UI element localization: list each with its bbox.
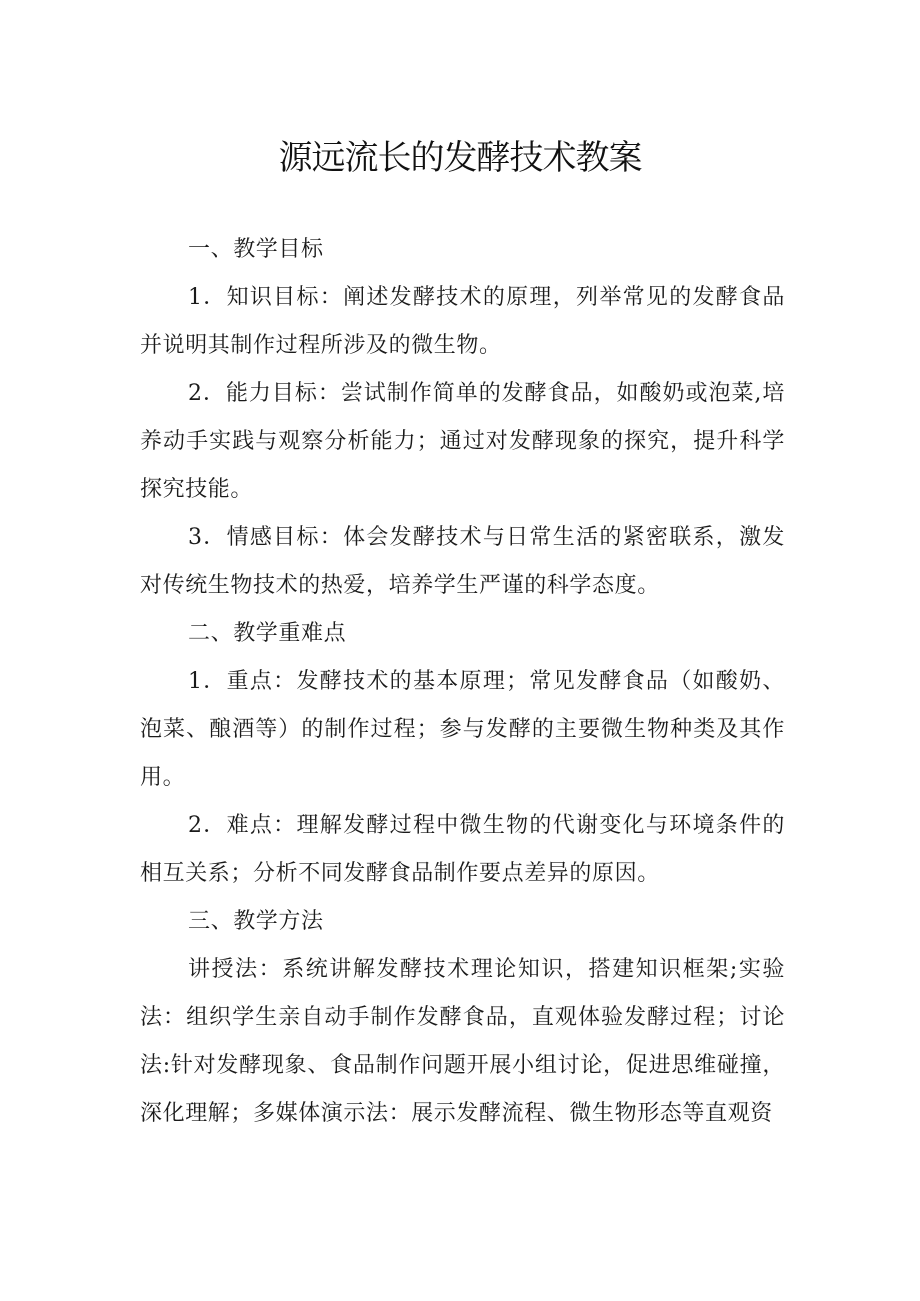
section-heading-key-points: 二、教学重难点 <box>188 621 347 646</box>
paragraph-ability-objective: 2．能力目标：尝试制作简单的发酵食品，如酸奶或泡菜,培养动手实践与观察分析能力；通过对发酵现象的探究，提升科学探究技能。 <box>140 381 785 502</box>
paragraph-methods: 讲授法：系统讲解发酵技术理论知识，搭建知识框架;实验法：组织学生亲自动手制作发酵食品，直观体验发酵过程；讨论法:针对发酵现象、食品制作问题开展小组讨论，促进思维碰撞，深化理解；多媒体演示法：展示发酵流程、微生物形态等直观资 <box>140 957 785 1126</box>
document-title: 源远流长的发酵技术教案 <box>278 138 642 178</box>
paragraph-key-point: 1．重点：发酵技术的基本原理；常见发酵食品（如酸奶、泡菜、酿酒等）的制作过程；参与发酵的主要微生物种类及其作用。 <box>140 669 785 790</box>
paragraph-emotion-objective: 3．情感目标：体会发酵技术与日常生活的紧密联系，激发对传统生物技术的热爱，培养学生严谨的科学态度。 <box>140 525 785 598</box>
paragraph-difficult-point: 2．难点：理解发酵过程中微生物的代谢变化与环境条件的相互关系；分析不同发酵食品制作要点差异的原因。 <box>140 813 785 886</box>
paragraph-knowledge-objective: 1．知识目标：阐述发酵技术的原理，列举常见的发酵食品并说明其制作过程所涉及的微生物。 <box>140 285 785 358</box>
document-body <box>140 226 785 1138</box>
section-heading-objectives: 一、教学目标 <box>188 237 324 262</box>
section-heading-methods: 三、教学方法 <box>188 909 324 934</box>
